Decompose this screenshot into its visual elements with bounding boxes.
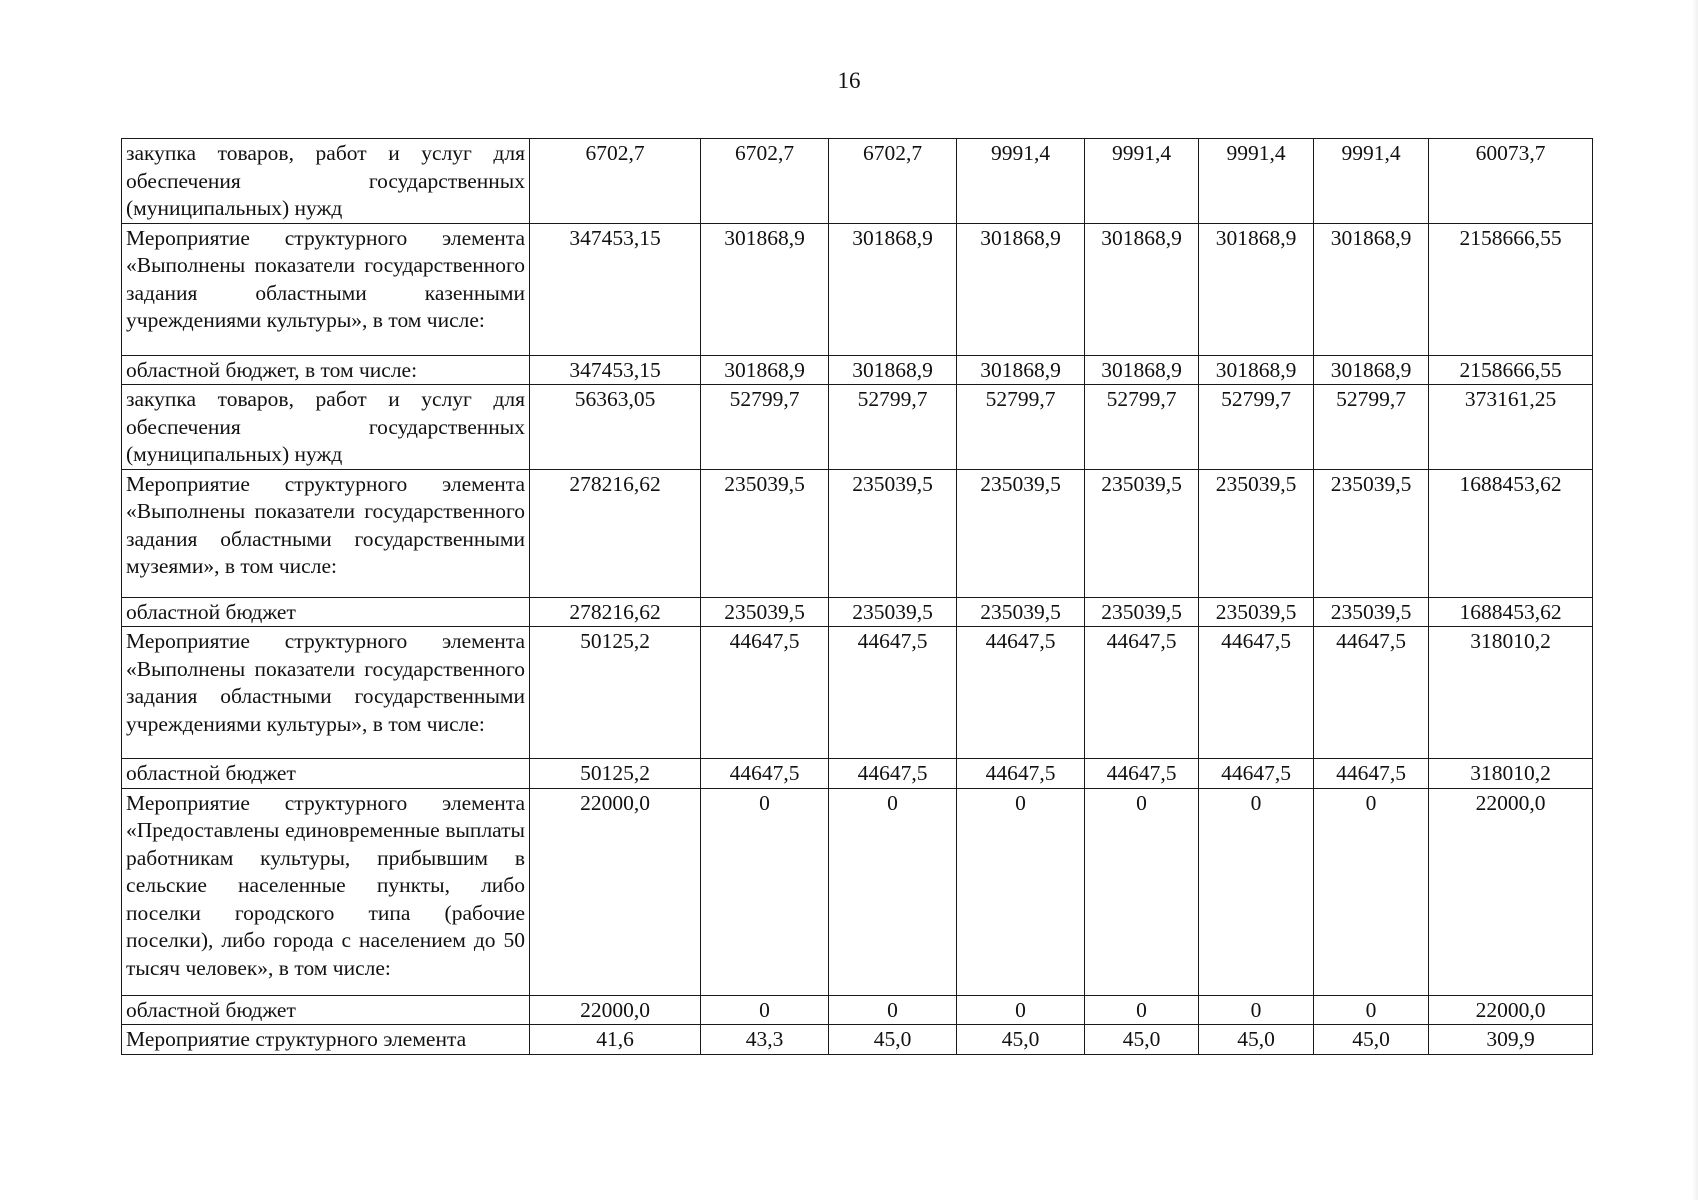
value-cell: 45,0 xyxy=(1314,1025,1429,1055)
table-row xyxy=(122,597,1593,627)
value-cell: 0 xyxy=(1085,995,1199,1025)
row-total-cell: 2158666,55 xyxy=(1429,223,1593,355)
row-label-cell: областной бюджет, в том числе: xyxy=(122,355,530,385)
table-row xyxy=(122,627,1593,759)
row-label-cell: Мероприятие структурного элемента «Выполнены показатели государственного задания областными государственными учреждениями культуры», в том числе: xyxy=(122,627,530,759)
value-cell: 52799,7 xyxy=(1314,385,1429,470)
value-cell: 44647,5 xyxy=(1199,627,1314,759)
value-cell: 52799,7 xyxy=(701,385,829,470)
budget-table xyxy=(121,138,1593,1055)
row-total-cell: 1688453,62 xyxy=(1429,469,1593,597)
value-cell: 9991,4 xyxy=(1199,139,1314,224)
value-cell: 43,3 xyxy=(701,1025,829,1055)
value-cell: 44647,5 xyxy=(1314,759,1429,789)
value-cell: 45,0 xyxy=(957,1025,1085,1055)
row-total-cell: 1688453,62 xyxy=(1429,597,1593,627)
value-cell: 52799,7 xyxy=(1199,385,1314,470)
row-label-cell: областной бюджет xyxy=(122,995,530,1025)
value-cell: 347453,15 xyxy=(530,223,701,355)
value-cell: 45,0 xyxy=(829,1025,957,1055)
value-cell: 0 xyxy=(957,995,1085,1025)
row-total-cell: 22000,0 xyxy=(1429,788,1593,995)
value-cell: 301868,9 xyxy=(1199,223,1314,355)
value-cell: 9991,4 xyxy=(1085,139,1199,224)
table-body xyxy=(122,139,1593,1055)
scan-edge-shadow xyxy=(1692,0,1698,1200)
row-total-cell: 2158666,55 xyxy=(1429,355,1593,385)
row-label-cell: областной бюджет xyxy=(122,597,530,627)
row-total-cell: 318010,2 xyxy=(1429,759,1593,789)
value-cell: 44647,5 xyxy=(1085,627,1199,759)
value-cell: 301868,9 xyxy=(1199,355,1314,385)
value-cell: 0 xyxy=(1085,788,1199,995)
table-row xyxy=(122,1025,1593,1055)
value-cell: 301868,9 xyxy=(701,223,829,355)
value-cell: 301868,9 xyxy=(829,355,957,385)
value-cell: 301868,9 xyxy=(957,355,1085,385)
value-cell: 235039,5 xyxy=(1314,469,1429,597)
value-cell: 235039,5 xyxy=(1199,597,1314,627)
row-label-cell: закупка товаров, работ и услуг для обеспечения государственных (муниципальных) нужд xyxy=(122,139,530,224)
value-cell: 50125,2 xyxy=(530,627,701,759)
value-cell: 6702,7 xyxy=(829,139,957,224)
value-cell: 9991,4 xyxy=(957,139,1085,224)
value-cell: 52799,7 xyxy=(829,385,957,470)
value-cell: 45,0 xyxy=(1085,1025,1199,1055)
row-label-cell: Мероприятие структурного элемента «Предоставлены единовременные выплаты работникам культуры, прибывшим в сельские населенные пункты, либо поселки городского типа (рабочие поселки), либо города с населением до 50 тысяч человек», в том числе: xyxy=(122,788,530,995)
value-cell: 301868,9 xyxy=(1085,223,1199,355)
page-number: 16 xyxy=(837,68,861,93)
row-label-cell: областной бюджет xyxy=(122,759,530,789)
value-cell: 301868,9 xyxy=(957,223,1085,355)
value-cell: 22000,0 xyxy=(530,995,701,1025)
table-row xyxy=(122,469,1593,597)
row-total-cell: 318010,2 xyxy=(1429,627,1593,759)
table-row xyxy=(122,139,1593,224)
value-cell: 44647,5 xyxy=(701,759,829,789)
value-cell: 301868,9 xyxy=(1314,355,1429,385)
value-cell: 0 xyxy=(829,995,957,1025)
value-cell: 301868,9 xyxy=(701,355,829,385)
value-cell: 44647,5 xyxy=(829,627,957,759)
row-label-cell: Мероприятие структурного элемента «Выполнены показатели государственного задания областными казенными учреждениями культуры», в том числе: xyxy=(122,223,530,355)
value-cell: 0 xyxy=(1199,788,1314,995)
value-cell: 56363,05 xyxy=(530,385,701,470)
row-label-cell: Мероприятие структурного элемента «Выполнены показатели государственного задания областными государственными музеями», в том числе: xyxy=(122,469,530,597)
value-cell: 45,0 xyxy=(1199,1025,1314,1055)
value-cell: 44647,5 xyxy=(1085,759,1199,789)
value-cell: 0 xyxy=(1314,788,1429,995)
value-cell: 44647,5 xyxy=(701,627,829,759)
value-cell: 0 xyxy=(957,788,1085,995)
value-cell: 44647,5 xyxy=(1314,627,1429,759)
value-cell: 301868,9 xyxy=(1314,223,1429,355)
value-cell: 9991,4 xyxy=(1314,139,1429,224)
value-cell: 235039,5 xyxy=(1314,597,1429,627)
value-cell: 235039,5 xyxy=(829,469,957,597)
value-cell: 44647,5 xyxy=(829,759,957,789)
row-label-cell: Мероприятие структурного элемента xyxy=(122,1025,530,1055)
value-cell: 44647,5 xyxy=(1199,759,1314,789)
value-cell: 235039,5 xyxy=(701,597,829,627)
value-cell: 235039,5 xyxy=(1085,597,1199,627)
value-cell: 301868,9 xyxy=(1085,355,1199,385)
row-total-cell: 60073,7 xyxy=(1429,139,1593,224)
value-cell: 301868,9 xyxy=(829,223,957,355)
value-cell: 22000,0 xyxy=(530,788,701,995)
value-cell: 278216,62 xyxy=(530,597,701,627)
value-cell: 0 xyxy=(1314,995,1429,1025)
table-row xyxy=(122,385,1593,470)
row-total-cell: 373161,25 xyxy=(1429,385,1593,470)
table-row xyxy=(122,223,1593,355)
value-cell: 0 xyxy=(701,788,829,995)
value-cell: 6702,7 xyxy=(530,139,701,224)
value-cell: 278216,62 xyxy=(530,469,701,597)
value-cell: 0 xyxy=(701,995,829,1025)
value-cell: 235039,5 xyxy=(957,469,1085,597)
value-cell: 52799,7 xyxy=(957,385,1085,470)
value-cell: 235039,5 xyxy=(957,597,1085,627)
row-total-cell: 309,9 xyxy=(1429,1025,1593,1055)
value-cell: 235039,5 xyxy=(829,597,957,627)
table-row xyxy=(122,995,1593,1025)
row-total-cell: 22000,0 xyxy=(1429,995,1593,1025)
value-cell: 44647,5 xyxy=(957,759,1085,789)
value-cell: 6702,7 xyxy=(701,139,829,224)
table-row xyxy=(122,355,1593,385)
row-label-cell: закупка товаров, работ и услуг для обеспечения государственных (муниципальных) нужд xyxy=(122,385,530,470)
table-row xyxy=(122,788,1593,995)
value-cell: 0 xyxy=(1199,995,1314,1025)
value-cell: 347453,15 xyxy=(530,355,701,385)
value-cell: 235039,5 xyxy=(1085,469,1199,597)
value-cell: 44647,5 xyxy=(957,627,1085,759)
value-cell: 41,6 xyxy=(530,1025,701,1055)
value-cell: 235039,5 xyxy=(1199,469,1314,597)
value-cell: 0 xyxy=(829,788,957,995)
value-cell: 52799,7 xyxy=(1085,385,1199,470)
value-cell: 235039,5 xyxy=(701,469,829,597)
value-cell: 50125,2 xyxy=(530,759,701,789)
table-row xyxy=(122,759,1593,789)
